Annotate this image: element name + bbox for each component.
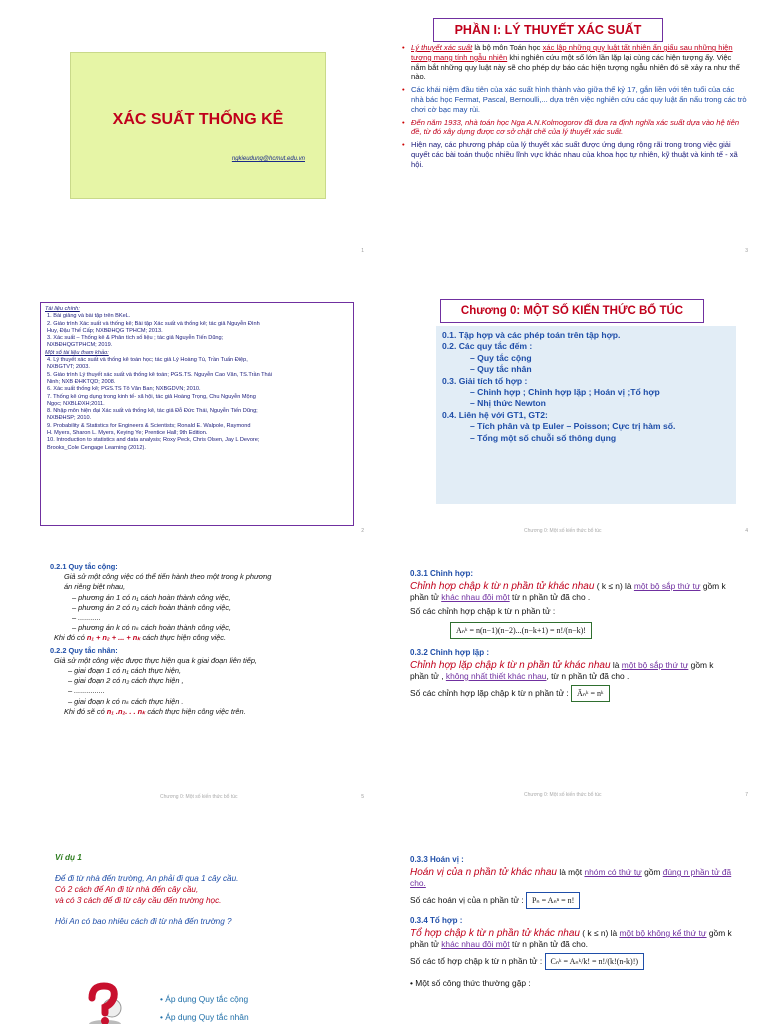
text-line: – giai đoạn 1 có n₁ cách thực hiện, bbox=[68, 666, 182, 676]
rule-product-heading: 0.2.2 Quy tắc nhân: bbox=[50, 645, 118, 655]
text-line: Giả sử một công việc có thể tiến hành theo một trong k phương bbox=[64, 572, 272, 582]
page-number: 1 bbox=[361, 248, 364, 254]
author-email[interactable]: ngkieudung@hcmut.edu.vn bbox=[231, 156, 305, 162]
toc-item: – Chỉnh hợp ; Chỉnh hợp lặp ; Hoán vị ;Tổ hợp bbox=[470, 387, 660, 398]
slide-8 bbox=[384, 824, 768, 1024]
reference-box bbox=[40, 302, 354, 526]
count-label: Số các tổ hợp chập k từ n phần tử : Cₙᵏ = Aₙᵏ/k! = n!/(k!(n-k)!) bbox=[410, 953, 740, 970]
formulas-bullet: • Một số công thức thường gặp : bbox=[410, 978, 531, 988]
page-number: 3 bbox=[745, 248, 748, 254]
slide-1 bbox=[0, 0, 384, 256]
list-item: 9. Probability & Statistics for Engineers & Scientists; Ronald E. Walpole, Raymond bbox=[47, 422, 251, 429]
text-line: – phương án 1 có n₁ cách hoàn thành công việc, bbox=[72, 592, 231, 602]
list-item: Brooks_Cole Cengage Learning (2012). bbox=[47, 444, 146, 451]
list-item: NXBĐHQGTPHCM; 2019. bbox=[47, 342, 113, 349]
page-number: 4 bbox=[745, 528, 748, 534]
example-heading: Ví dụ 1 bbox=[55, 853, 82, 862]
slide-6 bbox=[384, 552, 768, 808]
text-line: – giai đoạn k có nₖ cách thực hiện . bbox=[68, 696, 184, 706]
list-item: 8. Nhập môn hiện đại Xác suất và thống kê, tác giả Đỗ Đức Thái, Nguyễn Tiến Dũng; bbox=[47, 408, 258, 415]
list-item: 4. Lý thuyết xác suất và thống kê toán học; tác giả Lý Hoàng Tú, Trần Tuấn Điệp, bbox=[47, 357, 248, 364]
toc-item: – Nhị thức Newton bbox=[470, 398, 546, 409]
toc-item: 0.4. Liên hệ với GT1, GT2: bbox=[442, 409, 548, 420]
list-item: • Các khái niệm đầu tiên của xác suất hình thành vào giữa thế kỷ 17, gắn liền với tên tuổi của các nhà bác học Fermat, Pascal, Bernoulli,... dựa trên việc nghiên cứu các quy luật ẩn nấu trong các trò chơi cờ bạc may rủi. bbox=[402, 85, 748, 114]
ref-docs-list bbox=[41, 357, 353, 452]
text-line: – phương án 2 có n₂ cách hoàn thành công việc, bbox=[72, 602, 232, 612]
formula-combination: Cₙᵏ = Aₙᵏ/k! = n!/(k!(n-k)!) bbox=[545, 953, 645, 970]
main-docs-list bbox=[41, 313, 353, 349]
toc-item: – Quy tắc cộng bbox=[470, 352, 532, 363]
combination-heading: 0.3.4 Tổ hợp : bbox=[410, 916, 463, 925]
count-label: Số các chỉnh hợp chập k từ n phần tử : bbox=[410, 606, 556, 616]
toc-item: – Quy tắc nhân bbox=[470, 364, 532, 375]
formula-permutation: Pₙ = Aₙⁿ = n! bbox=[526, 892, 580, 909]
text-line: án riêng biệt nhau, bbox=[64, 582, 126, 592]
main-docs-heading: Tài liệu chính: bbox=[45, 306, 80, 312]
list-item: Ngọc; NXBLĐXH;2011. bbox=[47, 400, 105, 407]
slide-title: Chương 0: MỘT SỐ KIẾN THỨC BỔ TÚC bbox=[440, 299, 704, 323]
title-box bbox=[70, 52, 326, 199]
slide-2 bbox=[384, 0, 768, 256]
list-item: 1. Bài giảng và bài tập trên BKeL. bbox=[47, 313, 131, 320]
formula-repetition: Āₙᵏ = nᵏ bbox=[571, 685, 610, 702]
list-item: • Lý thuyết xác suất là bộ môn Toán học xác lập những quy luật tất nhiên ẩn giấu sau những hiện tượng mang tính ngẫu nhiên khi nghiên cứu một số lớn lần lặp lại cùng các hiện tượng ấy. Việc nắm bắt những quy luật này sẽ cho phép dự báo các hiện tượng ngẫu nhiên đó sẽ xảy ra như thế nào. bbox=[402, 43, 748, 82]
list-item: Ninh; NXB ĐHKTQD; 2008. bbox=[47, 378, 116, 385]
ref-docs-heading: Một số tài liệu tham khảo: bbox=[45, 349, 109, 356]
list-item: NXBGTVT; 2003. bbox=[47, 364, 90, 371]
definition: Hoán vị của n phần tử khác nhau là một nhóm có thứ tự gồm đúng n phần tử đã cho. bbox=[410, 867, 732, 888]
text-line: Giả sử một công việc được thực hiện qua k giai đoạn liên tiếp, bbox=[54, 655, 257, 665]
list-item: • Hiện nay, các phương pháp của lý thuyết xác suất được ứng dụng rộng rãi trong trong việc giải quyết các bài toán thuộc nhiều lĩnh vực khác nhau của khoa học tự nhiên, kỹ thuật và kinh tế - xã hội. bbox=[402, 140, 748, 169]
formula-arrangement: Aₙᵏ = n(n−1)(n−2)...(n−k+1) = n!/(n−k)! bbox=[450, 622, 592, 639]
footer: Chương 0: Một số kiến thức bổ túc bbox=[160, 794, 238, 800]
text-line: Khi đó có n₁ + n₂ + ... + nₖ cách thực hiện công việc. bbox=[54, 633, 227, 643]
text-line: Để đi từ nhà đến trường, An phải đi qua 1 cây cầu. bbox=[55, 874, 239, 883]
text-line: – ............... bbox=[68, 686, 105, 696]
list-item: 5. Giáo trình Lý thuyết xác suất và thống kê toán; PGS.TS. Nguyễn Cao Văn, TS.Trần Thái bbox=[47, 371, 273, 378]
footer: Chương 0: Một số kiến thức bổ túc bbox=[524, 792, 602, 798]
slide-title: PHẦN I: LÝ THUYẾT XÁC SUẤT bbox=[433, 18, 663, 42]
permutation-heading: 0.3.3 Hoán vị : bbox=[410, 855, 464, 864]
repetition-heading: 0.3.2 Chỉnh hợp lặp : bbox=[410, 648, 490, 657]
footer: Chương 0: Một số kiến thức bổ túc bbox=[524, 528, 602, 534]
permutation-heading: 0.3.1 Chỉnh hợp: bbox=[410, 569, 474, 578]
text-line: – ........... bbox=[72, 613, 101, 623]
toc-item: 0.2. Các quy tắc đếm : bbox=[442, 341, 533, 352]
hint-product-rule: • Áp dụng Quy tắc nhân bbox=[160, 1012, 249, 1022]
list-item: • Đến năm 1933, nhà toán học Nga A.N.Kolmogorov đã đưa ra định nghĩa xác suất dựa vào hệ tiên đề, từ đó xây dựng được cơ sở chặt chẽ của lý thuyết xác suất. bbox=[402, 118, 748, 138]
toc-list bbox=[436, 326, 736, 448]
slide-5 bbox=[0, 552, 384, 808]
slide-7 bbox=[0, 824, 384, 1024]
text-line: Khi đó sẽ có n₁ .n₂. . . nₖ cách thực hiện công việc trên. bbox=[64, 706, 246, 716]
text-line: Có 2 cách để An đi từ nhà đến cây cầu, bbox=[55, 885, 199, 894]
text-line: và có 3 cách để đi từ cây cầu đến trường học. bbox=[55, 896, 222, 905]
toc-item: 0.3. Giải tích tổ hợp : bbox=[442, 375, 528, 386]
definition: Chỉnh hợp chập k từ n phần tử khác nhau ( k ≤ n) là một bộ sắp thứ tự gồm k phần tử khác nhau đôi một từ n phần tử đã cho . bbox=[410, 581, 726, 602]
question-mark-icon bbox=[82, 982, 128, 1024]
list-item: H. Myers, Sharon L. Myers, Keying Ye; Prentice Hall; 9th Edition. bbox=[47, 430, 208, 437]
count-label: Số các chỉnh hợp lặp chập k từ n phần tử : Āₙᵏ = nᵏ bbox=[410, 685, 730, 702]
bullet-list bbox=[402, 43, 748, 173]
list-item: 6. Xác suất thống kê; PGS.TS Tô Văn Ban; NXBGDVN; 2010. bbox=[47, 386, 201, 393]
rule-sum-heading: 0.2.1 Quy tắc cộng: bbox=[50, 562, 118, 571]
toc-box bbox=[436, 326, 736, 504]
text-line: – phương án k có nₖ cách hoàn thành công việc, bbox=[72, 623, 231, 633]
list-item: NXBĐHSP; 2010. bbox=[47, 415, 92, 422]
list-item: 3. Xác suất – Thống kê & Phân tích số liệu ; tác giả Nguyễn Tiến Dũng; bbox=[47, 335, 224, 342]
text-line: – giai đoạn 2 có n₂ cách thực hiện , bbox=[68, 676, 184, 686]
definition: Chỉnh hợp lặp chập k từ n phần tử khác nhau là một bộ sắp thứ tự gồm k phần tử , không nhất thiết khác nhau, từ n phần tử đã cho . bbox=[410, 660, 714, 681]
list-item: 10. Introduction to statistics and data analysis; Roxy Peck, Chris Olsen, Jay L Devore; bbox=[47, 437, 260, 444]
definition: Tổ hợp chập k từ n phần tử khác nhau ( k ≤ n) là một bộ không kể thứ tự gồm k phần tử khác nhau đôi một từ n phần tử đã cho. bbox=[410, 928, 732, 949]
course-title: XÁC SUẤT THỐNG KÊ bbox=[112, 111, 284, 128]
list-item: 7. Thống kê ứng dụng trong kinh tế- xã hội, tác giả Hoàng Trọng, Chu Nguyễn Mộng bbox=[47, 393, 256, 400]
slide-4 bbox=[384, 280, 768, 536]
hint-sum-rule: • Áp dụng Quy tắc cộng bbox=[160, 994, 249, 1004]
count-label: Số các hoán vị của n phần tử : Pₙ = Aₙⁿ = n! bbox=[410, 892, 740, 909]
list-item: 2. Giáo trình Xác suất và thống kê; Bài tập Xác suất và thống kê; tác giả Nguyễn Đình bbox=[47, 320, 260, 327]
page-number: 2 bbox=[361, 528, 364, 534]
list-item: Huy, Đậu Thế Cấp; NXBĐHQG TPHCM; 2013. bbox=[47, 327, 163, 334]
toc-item: – Tổng một số chuỗi số thông dụng bbox=[470, 432, 617, 443]
toc-item: – Tích phân và tp Euler – Poisson; Cực trị hàm số. bbox=[470, 421, 676, 432]
toc-item: 0.1. Tập hợp và các phép toán trên tập hợp. bbox=[442, 330, 621, 340]
text-line: Hỏi An có bao nhiêu cách đi từ nhà đến trường ? bbox=[55, 917, 232, 926]
page-number: 5 bbox=[361, 794, 364, 800]
page-number: 7 bbox=[745, 792, 748, 798]
slide-3 bbox=[0, 280, 384, 536]
